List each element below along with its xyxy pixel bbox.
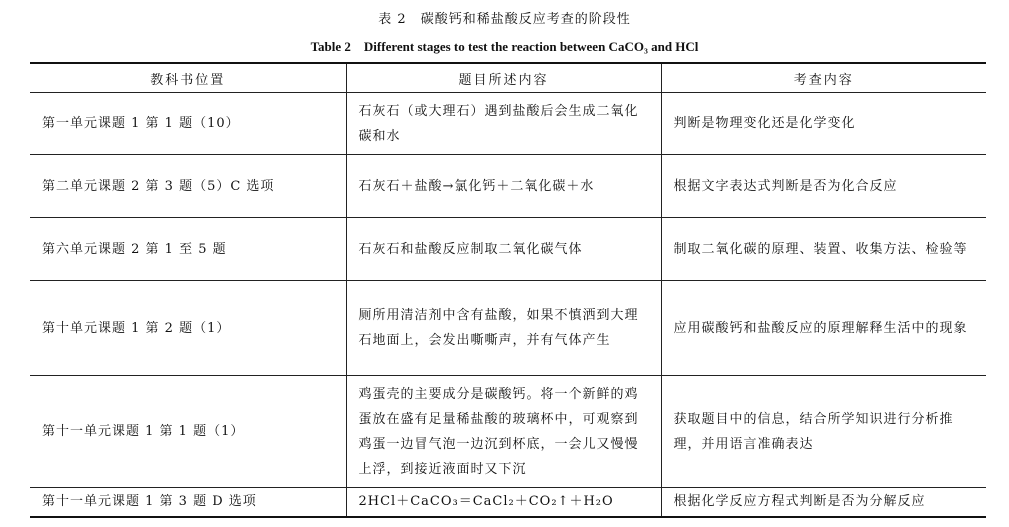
- cell-content: 鸡蛋壳的主要成分是碳酸钙。将一个新鲜的鸡蛋放在盛有足量稀盐酸的玻璃杯中，可观察到鸡蛋一边冒气泡一边沉到杯底，一会儿又慢慢上浮，到接近液面时又下沉: [346, 376, 661, 488]
- cell-location: 第六单元课题 2 第 1 至 5 题: [30, 218, 346, 281]
- table-row: [30, 155, 986, 218]
- cell-assessment: 根据化学反应方程式判断是否为分解反应: [661, 488, 986, 517]
- cell-location: 第十一单元课题 1 第 3 题 D 选项: [30, 488, 346, 517]
- table-row: [30, 281, 986, 376]
- header-assessment-content: 考查内容: [661, 63, 986, 93]
- cell-location: 第十一单元课题 1 第 1 题（1）: [30, 376, 346, 488]
- table-header-row: [30, 63, 986, 93]
- table-caption-english: Table 2 Different stages to test the reaction between CaCO₃ and HCl: [310, 39, 699, 54]
- cell-location: 第十单元课题 1 第 2 题（1）: [30, 281, 346, 376]
- cell-content: 2HCl＋CaCO₃＝CaCl₂＋CO₂↑＋H₂O: [346, 488, 661, 517]
- cell-content: 厕所用清洁剂中含有盐酸，如果不慎洒到大理石地面上，会发出嘶嘶声，并有气体产生: [346, 281, 661, 376]
- table-row: [30, 218, 986, 281]
- cell-content: 石灰石和盐酸反应制取二氧化碳气体: [346, 218, 661, 281]
- stages-table: [30, 62, 986, 518]
- cell-assessment: 根据文字表达式判断是否为化合反应: [661, 155, 986, 218]
- cell-content: 石灰石＋盐酸→氯化钙＋二氧化碳＋水: [346, 155, 661, 218]
- cell-assessment: 获取题目中的信息，结合所学知识进行分析推理，并用语言准确表达: [661, 376, 986, 488]
- cell-location: 第二单元课题 2 第 3 题（5）C 选项: [30, 155, 346, 218]
- cell-content: 石灰石（或大理石）遇到盐酸后会生成二氧化碳和水: [346, 93, 661, 155]
- table-caption-chinese: 表 2 碳酸钙和稀盐酸反应考查的阶段性: [378, 12, 631, 27]
- table-row: [30, 93, 986, 155]
- cell-location: 第一单元课题 1 第 1 题（10）: [30, 93, 346, 155]
- cell-assessment: 判断是物理变化还是化学变化: [661, 93, 986, 155]
- header-question-content: 题目所述内容: [346, 63, 661, 93]
- cell-assessment: 制取二氧化碳的原理、装置、收集方法、检验等: [661, 218, 986, 281]
- table-row: [30, 488, 986, 517]
- header-textbook-location: 教科书位置: [30, 63, 346, 93]
- cell-assessment: 应用碳酸钙和盐酸反应的原理解释生活中的现象: [661, 281, 986, 376]
- table-row: [30, 376, 986, 488]
